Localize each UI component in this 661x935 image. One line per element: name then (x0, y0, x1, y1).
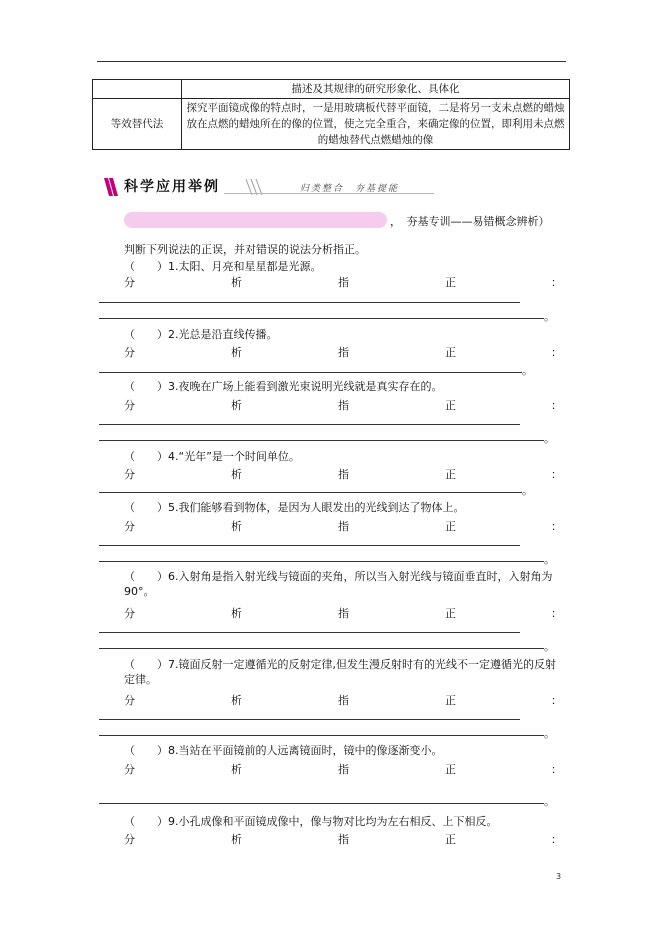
analysis-label-zhi: 指 (338, 763, 349, 776)
answer-end-period: 。 (544, 432, 555, 445)
header-rule (97, 61, 566, 62)
analysis-label-colon: ： (551, 607, 562, 620)
analysis-label-zheng: 正 (445, 399, 456, 412)
page-number: 3 (556, 872, 562, 881)
analysis-label-colon: ： (551, 763, 562, 776)
section-title: 科学应用举例 (124, 179, 220, 195)
analysis-label-fen: 分 (124, 520, 135, 533)
analysis-label-zhi: 指 (338, 694, 349, 707)
method-name-cell: 等效替代法 (93, 99, 182, 150)
method-desc-cell: 描述及其规律的研究形象化、具体化 (182, 80, 570, 99)
answer-end-period: 。 (522, 364, 533, 377)
section-subtitle: 归类整合 夯基提能 (300, 184, 400, 194)
question-text: （ ）8.当站在平面镜前的人远离镜面时，镜中的像逐渐变小。 (124, 744, 443, 757)
answer-end-period: 。 (544, 553, 555, 566)
analysis-label-fen: 分 (124, 833, 135, 846)
analysis-label-zheng: 正 (445, 607, 456, 620)
table-row (93, 99, 570, 150)
analysis-label-zhi: 指 (338, 276, 349, 289)
section-header (104, 175, 434, 199)
answer-end-period: 。 (522, 484, 533, 497)
question-text: （ ）6.入射角是指入射光线与镜面的夹角，所以当入射光线与镜面垂直时，入射角为90°。 (124, 570, 553, 598)
training-label: ， 夯基专训——易错概念辨析） (390, 215, 550, 228)
analysis-label-zhi: 指 (338, 468, 349, 481)
analysis-label-zhi: 指 (338, 346, 349, 359)
analysis-label-zheng: 正 (445, 276, 456, 289)
analysis-label-zheng: 正 (445, 520, 456, 533)
question-text: （ ）4.“光年”是一个时间单位。 (124, 450, 300, 463)
analysis-label-colon: ： (551, 833, 562, 846)
answer-line (99, 318, 544, 319)
highlight-bar (124, 212, 387, 228)
methods-table (92, 79, 570, 150)
table-row (93, 80, 570, 99)
answer-line (99, 561, 544, 562)
analysis-label-xi: 析 (231, 520, 242, 533)
question-text: （ ）9.小孔成像和平面镜成像中，像与物对比均为左右相反、上下相反。 (124, 815, 498, 828)
answer-line (99, 492, 522, 493)
question-text: （ ）5.我们能够看到物体，是因为人眼发出的光线到达了物体上。 (124, 501, 465, 514)
analysis-label-fen: 分 (124, 694, 135, 707)
analysis-label-row (124, 344, 562, 359)
question-text: （ ）1.太阳、月亮和星星都是光源。 (124, 260, 322, 273)
question-text: （ ）7.镜面反射一定遵循光的反射定律,但发生漫反射时有的光线不一定遵循光的反射定律。 (124, 658, 556, 686)
answer-line (99, 648, 544, 649)
analysis-label-row (124, 397, 562, 412)
answer-end-period: 。 (544, 795, 555, 808)
analysis-label-fen: 分 (124, 399, 135, 412)
analysis-label-colon: ： (551, 276, 562, 289)
analysis-label-colon: ： (551, 468, 562, 481)
analysis-label-row (124, 605, 562, 620)
answer-line (99, 302, 520, 303)
analysis-label-zheng: 正 (445, 346, 456, 359)
analysis-label-fen: 分 (124, 346, 135, 359)
analysis-label-zheng: 正 (445, 833, 456, 846)
answer-end-period: 。 (544, 640, 555, 653)
analysis-label-zhi: 指 (338, 399, 349, 412)
analysis-label-zhi: 指 (338, 520, 349, 533)
analysis-label-zhi: 指 (338, 833, 349, 846)
analysis-label-xi: 析 (231, 468, 242, 481)
question-text: （ ）3.夜晚在广场上能看到激光束说明光线就是真实存在的。 (124, 380, 443, 393)
analysis-label-xi: 析 (231, 346, 242, 359)
answer-end-period: 。 (544, 310, 555, 323)
analysis-label-zheng: 正 (445, 694, 456, 707)
stripes-icon (104, 178, 118, 196)
answer-line (99, 372, 522, 373)
answer-line (99, 424, 520, 425)
analysis-label-zheng: 正 (445, 468, 456, 481)
analysis-label-colon: ： (551, 346, 562, 359)
analysis-label-row (124, 466, 562, 481)
answer-line (99, 440, 544, 441)
analysis-label-xi: 析 (231, 399, 242, 412)
analysis-label-colon: ： (551, 399, 562, 412)
answer-line (99, 735, 544, 736)
analysis-label-colon: ： (551, 520, 562, 533)
answer-line (99, 545, 520, 546)
analysis-label-fen: 分 (124, 276, 135, 289)
analysis-label-zhi: 指 (338, 607, 349, 620)
method-desc-cell: 探究平面镜成像的特点时，一是用玻璃板代替平面镜，二是将另一支未点燃的蜡烛放在点燃的蜡烛所在的像的位置，使之完全重合，来确定像的位置，即利用未点燃的蜡烛替代点燃蜡烛的像 (182, 99, 570, 150)
answer-end-period: 。 (544, 727, 555, 740)
analysis-label-row (124, 692, 562, 707)
answer-line (99, 719, 520, 720)
analysis-label-colon: ： (551, 694, 562, 707)
analysis-label-row (124, 831, 562, 846)
analysis-label-row (124, 761, 562, 776)
analysis-label-xi: 析 (231, 833, 242, 846)
question-text: （ ）2.光总是沿直线传播。 (124, 328, 278, 341)
analysis-label-xi: 析 (231, 694, 242, 707)
analysis-label-fen: 分 (124, 763, 135, 776)
analysis-label-row (124, 518, 562, 533)
analysis-label-xi: 析 (231, 763, 242, 776)
analysis-label-xi: 析 (231, 276, 242, 289)
analysis-label-zheng: 正 (445, 763, 456, 776)
analysis-label-fen: 分 (124, 468, 135, 481)
analysis-label-row (124, 274, 562, 289)
method-name-cell (93, 80, 182, 99)
answer-line (99, 803, 544, 804)
analysis-label-xi: 析 (231, 607, 242, 620)
answer-line (99, 632, 520, 633)
instructions: 判断下列说法的正误，并对错误的说法分析指正。 (124, 243, 366, 256)
analysis-label-fen: 分 (124, 607, 135, 620)
